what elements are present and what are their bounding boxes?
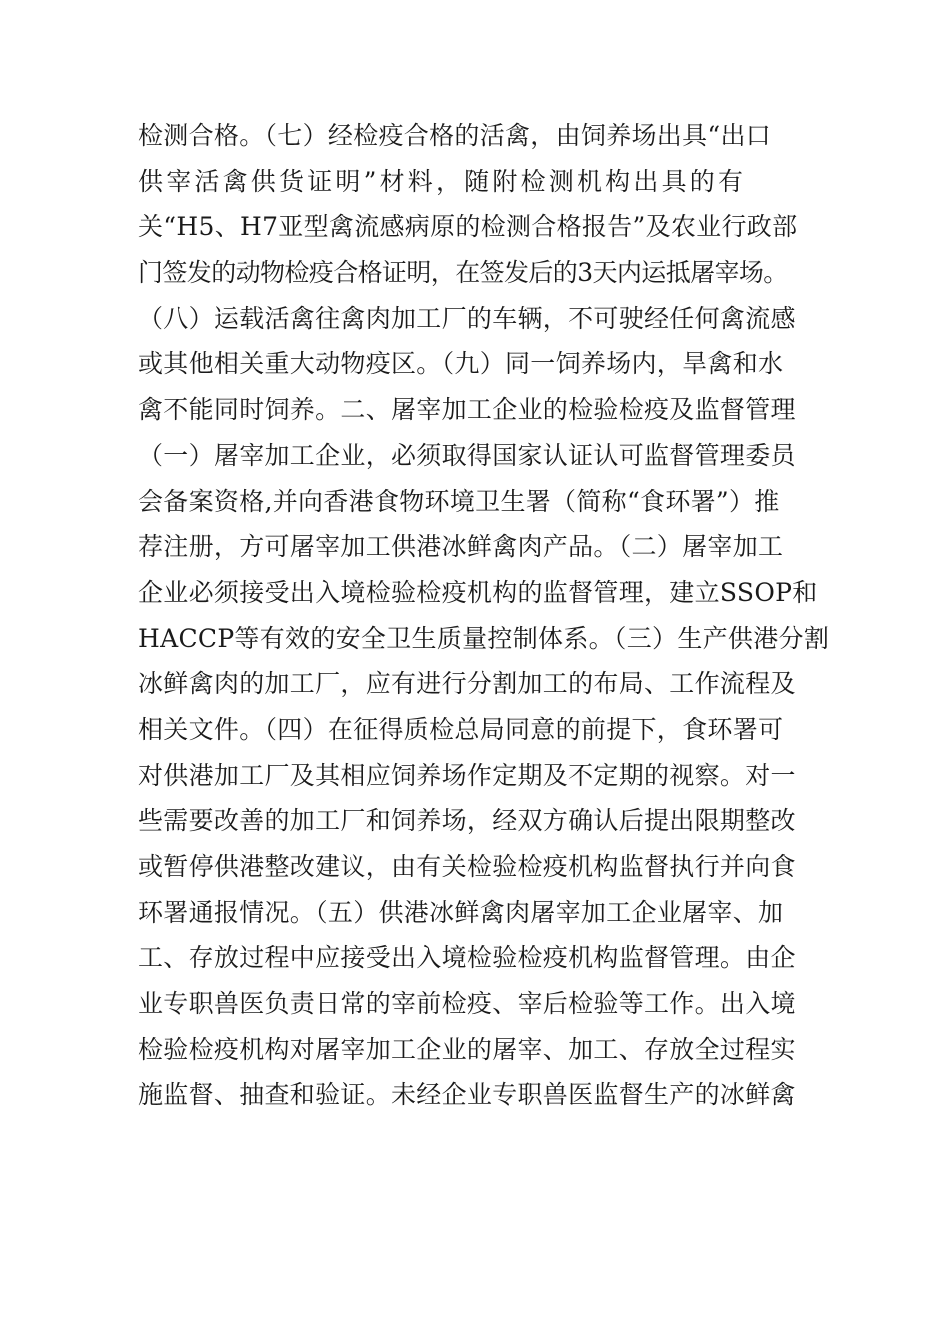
text-line: （一）屠宰加工企业，必须取得国家认证认可监督管理委员 [138,440,796,470]
text-line: 荐注册，方可屠宰加工供港冰鲜禽肉产品。（二）屠宰加工 [138,532,784,562]
text-line: 相关文件。（四）在征得质检总局同意的前提下，食环署可 [138,714,784,744]
text-line: 检验检疫机构对屠宰加工企业的屠宰、加工、存放全过程实 [138,1034,796,1064]
text-line: 企业必须接受出入境检验检疫机构的监督管理，建立SSOP和 [138,577,818,607]
text-line: 或其他相关重大动物疫区。（九）同一饲养场内，旱禽和水 [138,349,784,379]
body-text [138,113,828,1118]
text-line: 会备案资格,并向香港食物环境卫生署（简称“食环署”）推 [138,486,780,516]
text-line: 供宰活禽供货证明”材料，随附检测机构出具的有 [138,166,747,196]
text-line: （八）运载活禽往禽肉加工厂的车辆，不可驶经任何禽流感 [138,303,796,333]
text-line: HACCP等有效的安全卫生质量控制体系。（三）生产供港分割 [138,623,830,653]
text-line: 检测合格。（七）经检疫合格的活禽，由饲养场出具“出口 [138,121,772,150]
text-line: 些需要改善的加工厂和饲养场，经双方确认后提出限期整改 [138,806,796,836]
text-line: 或暂停供港整改建议，由有关检验检疫机构监督执行并向食 [138,852,796,881]
text-line: 工、存放过程中应接受出入境检验检疫机构监督管理。由企 [138,943,796,973]
text-line: 环署通报情况。（五）供港冰鲜禽肉屠宰加工企业屠宰、加 [138,897,784,927]
text-line: 禽不能同时饲养。二、屠宰加工企业的检验检疫及监督管理 [138,395,796,425]
text-line: 冰鲜禽肉的加工厂，应有进行分割加工的布局、工作流程及 [138,669,796,699]
text-line: 施监督、抽查和验证。未经企业专职兽医监督生产的冰鲜禽 [138,1080,796,1110]
text-line: 门签发的动物检疫合格证明，在签发后的3天内运抵屠宰场。 [138,258,788,288]
text-line: 对供港加工厂及其相应饲养场作定期及不定期的视察。对一 [138,760,796,790]
text-line: 关“H5、H7亚型禽流感病原的检测合格报告”及农业行政部 [138,212,798,242]
text-line: 业专职兽医负责日常的宰前检疫、宰后检验等工作。出入境 [138,989,796,1019]
